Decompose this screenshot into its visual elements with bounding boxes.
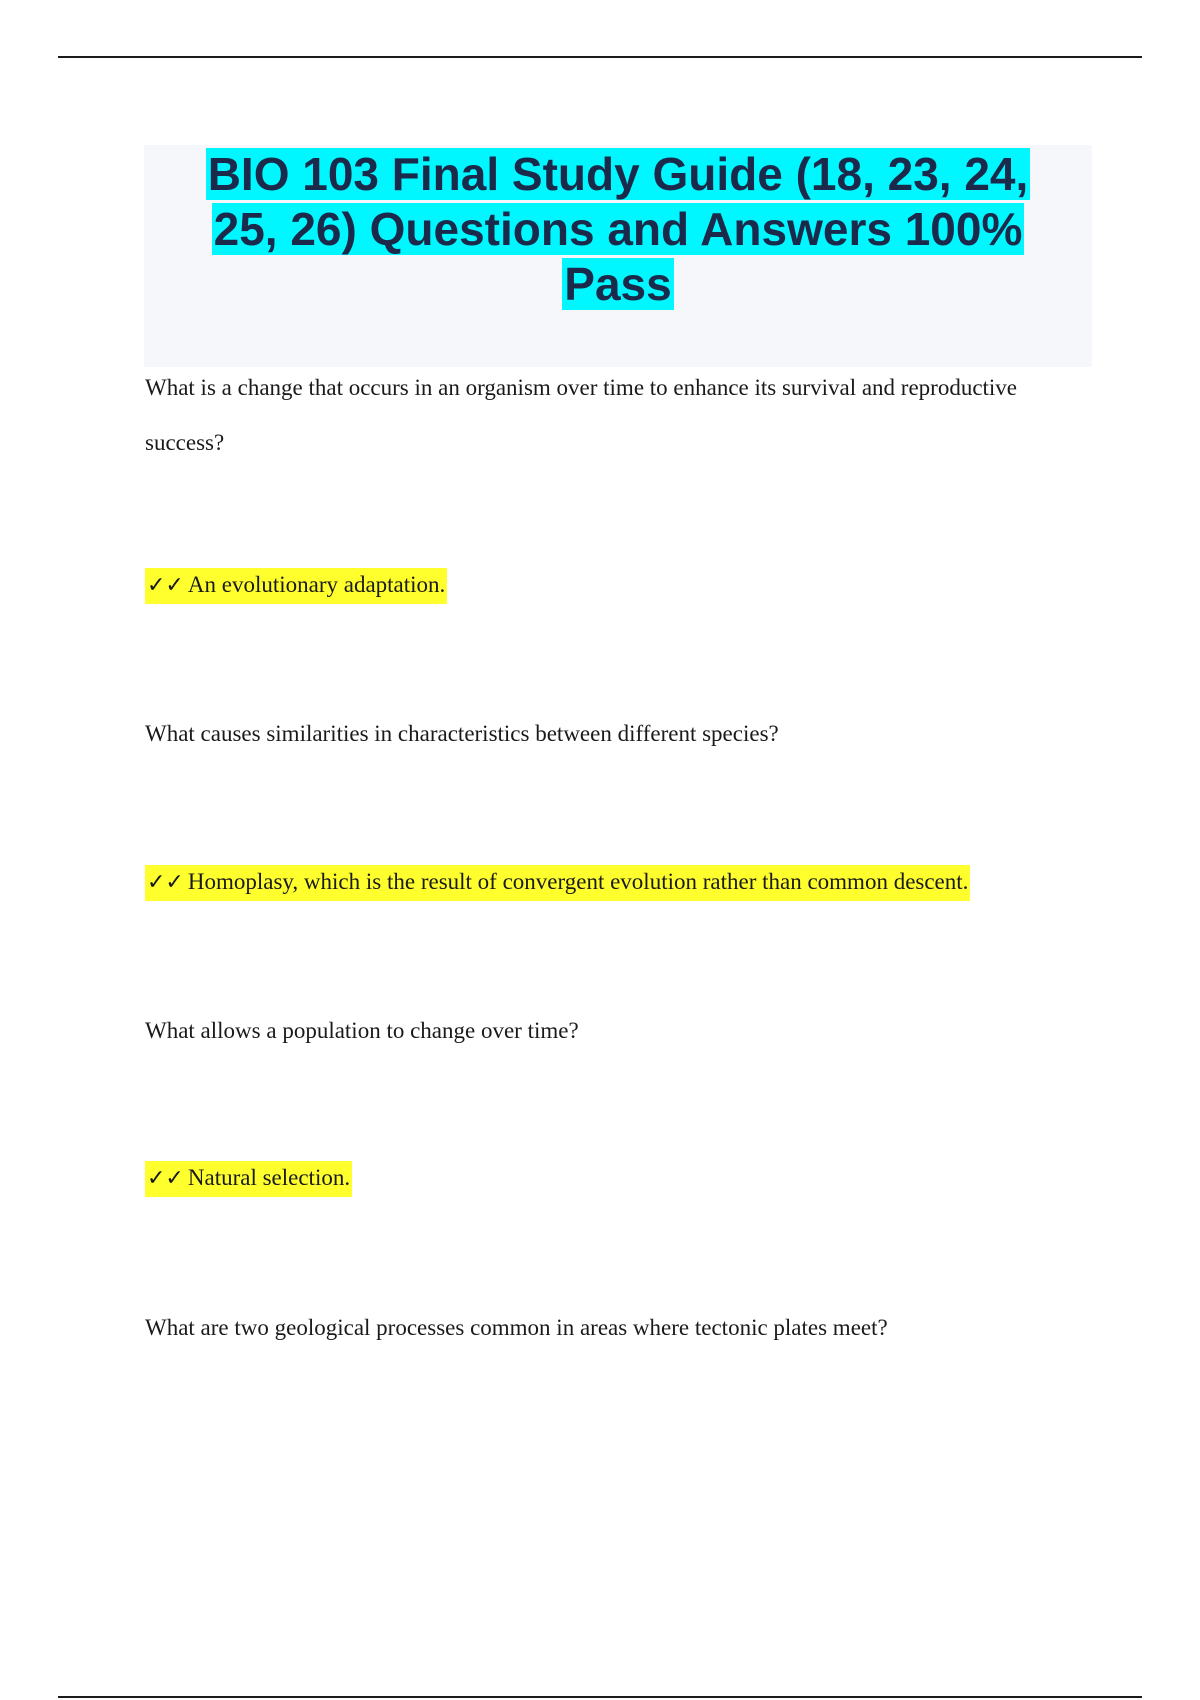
footer-rule [58, 1696, 1142, 1698]
answer-text: Homoplasy, which is the result of convergent evolution rather than common descent. [187, 869, 969, 894]
answer-1 [145, 568, 447, 604]
answer-2 [145, 865, 970, 901]
document-title [144, 145, 1092, 312]
title-block [144, 145, 1092, 367]
answer-highlight [145, 568, 447, 604]
question-4: What are two geological processes common in areas where tectonic plates meet? [145, 1315, 888, 1340]
answer-text: Natural selection. [187, 1165, 351, 1190]
question-1: What is a change that occurs in an organism over time to enhance its survival and reproductive success? [145, 375, 1018, 455]
double-check-icon: ✓✓ [147, 1166, 184, 1191]
double-check-icon: ✓✓ [147, 573, 184, 598]
answer-highlight [145, 865, 970, 901]
title-line-2: 25, 26) Questions and Answers 100% [213, 203, 1023, 255]
double-check-icon: ✓✓ [147, 870, 184, 895]
title-line-3: Pass [564, 258, 672, 310]
title-line-1: BIO 103 Final Study Guide (18, 23, 24, [207, 148, 1029, 200]
answer-3 [145, 1161, 352, 1197]
header-rule [58, 56, 1142, 58]
question-2: What causes similarities in characteristics between different species? [145, 721, 779, 746]
answer-text: An evolutionary adaptation. [187, 572, 446, 597]
question-3: What allows a population to change over time? [145, 1018, 579, 1043]
answer-highlight [145, 1161, 352, 1197]
